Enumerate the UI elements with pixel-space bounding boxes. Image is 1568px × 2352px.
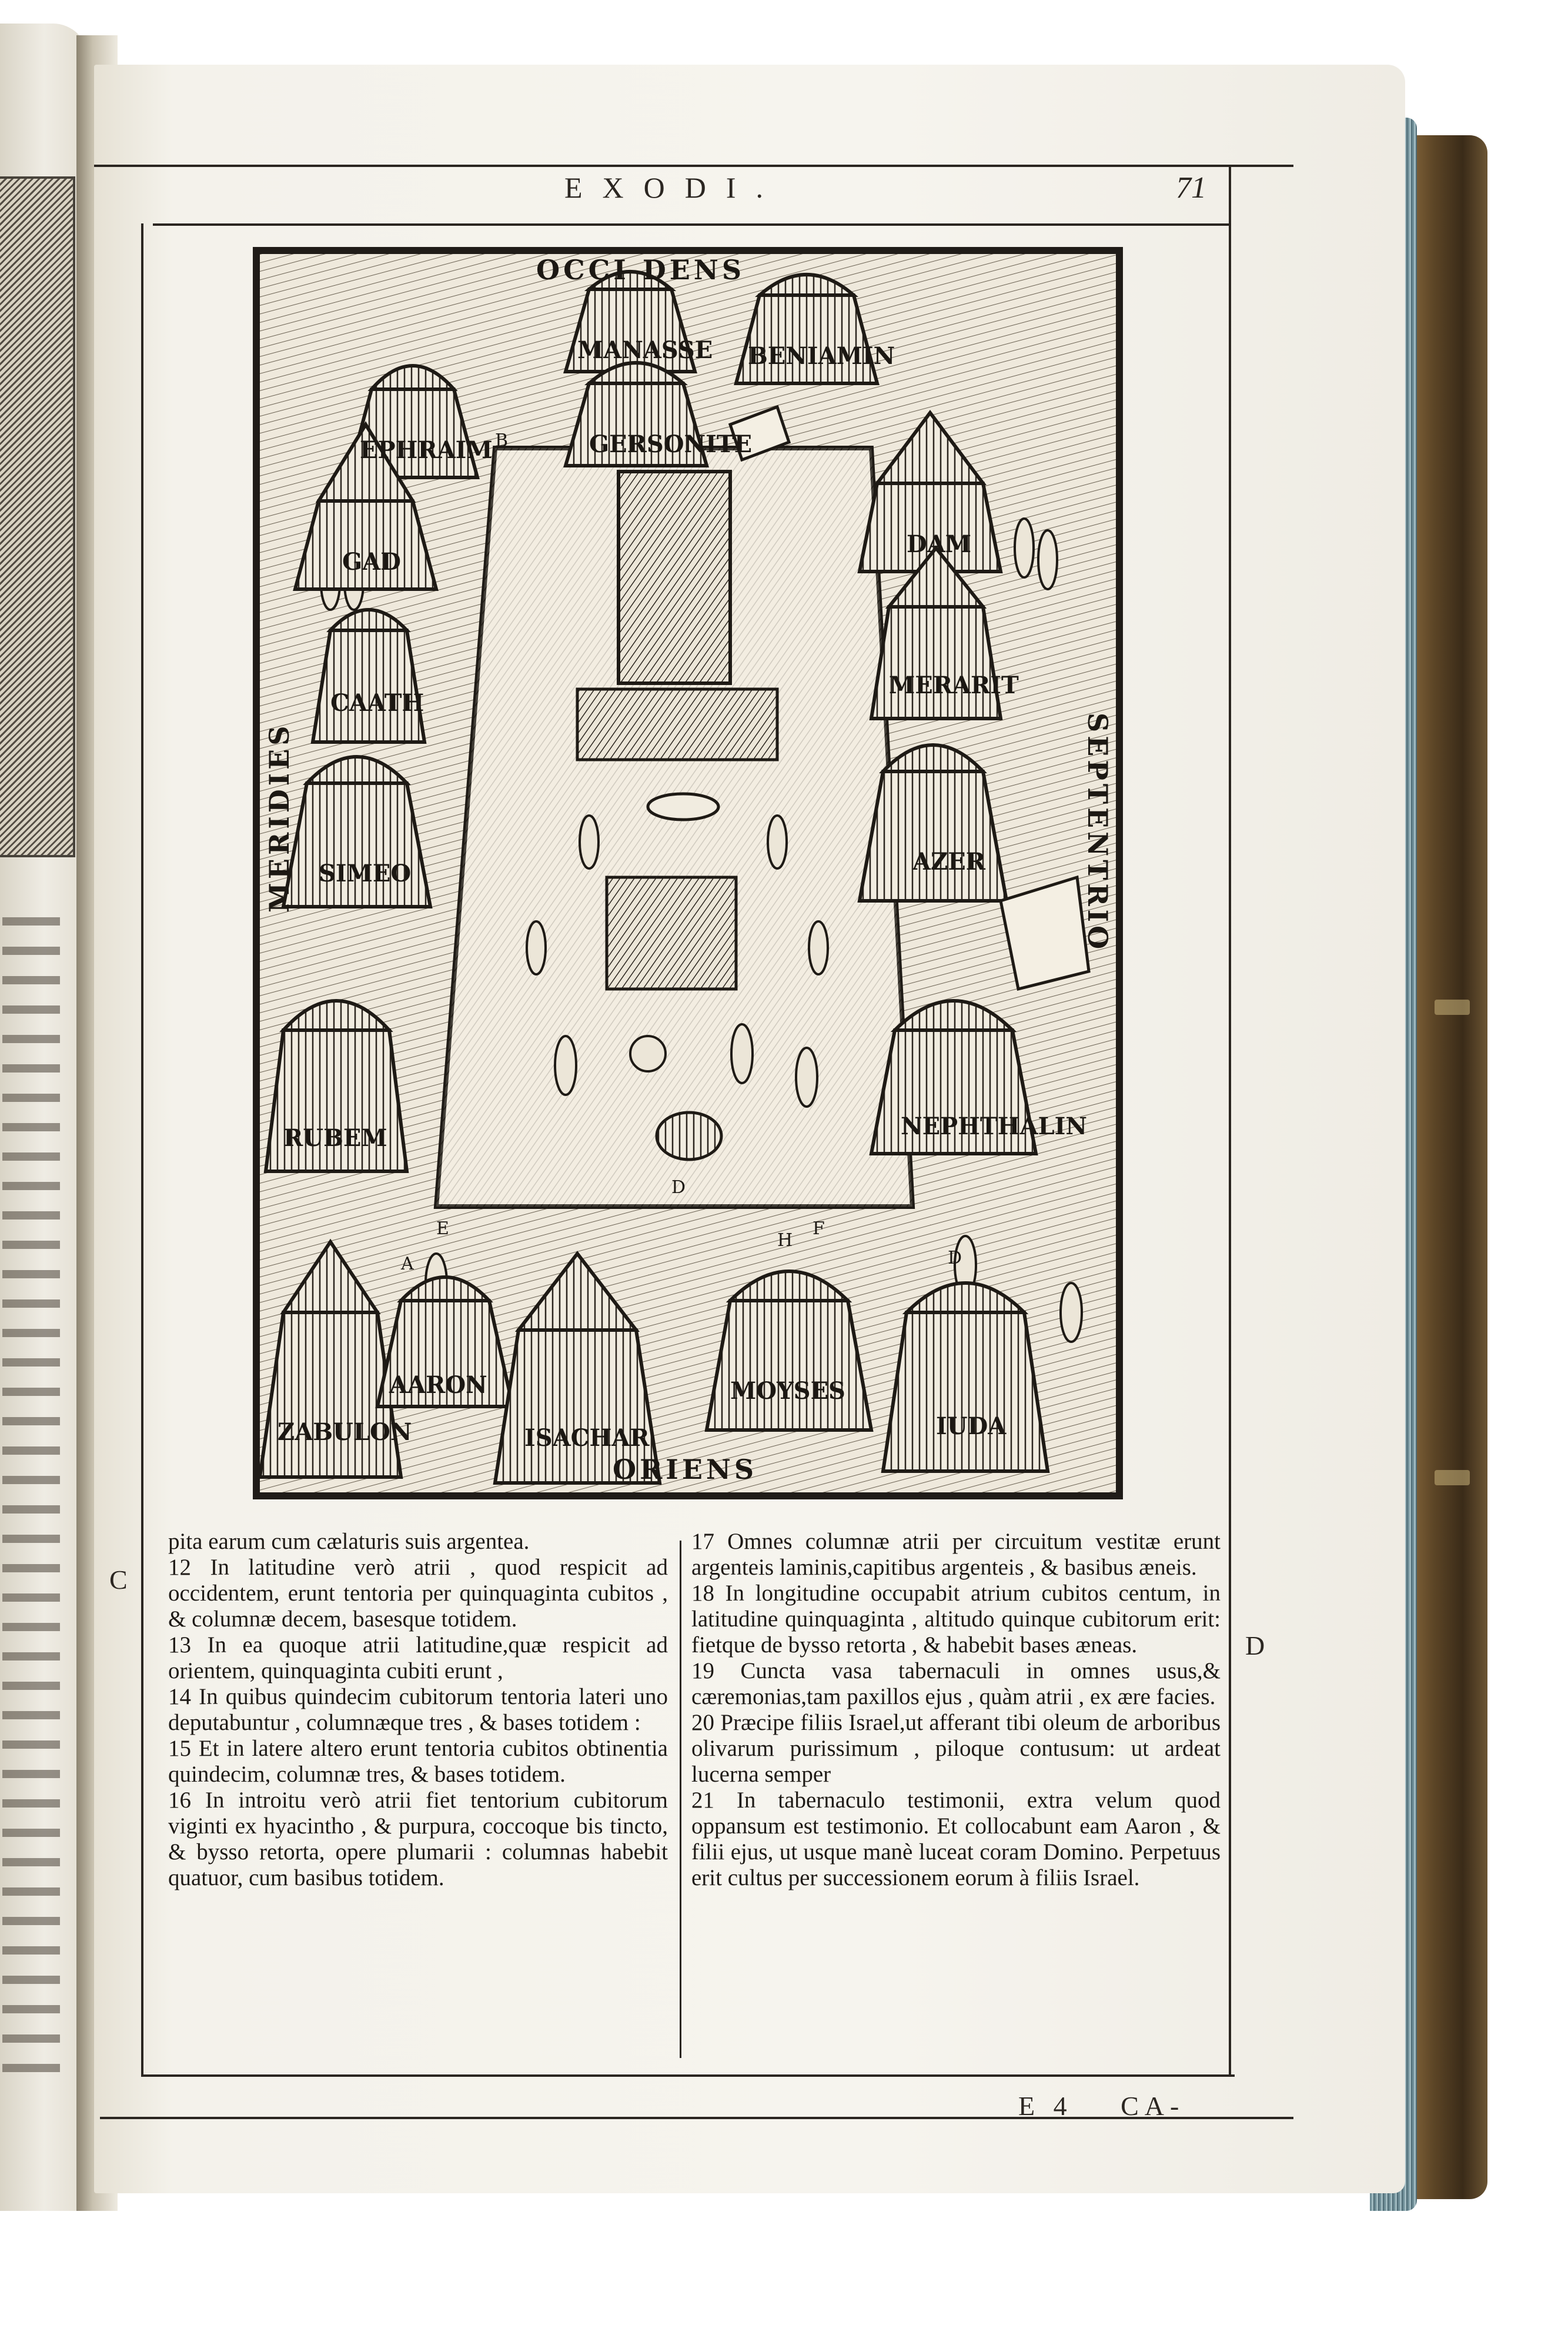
left-page	[0, 24, 88, 2211]
margin-letter-right: D	[1245, 1631, 1265, 1661]
tent-label: SIMEO	[319, 860, 412, 887]
column-divider	[680, 1541, 681, 2058]
plan-letter: D	[948, 1248, 962, 1268]
verse-paragraph: 13 In ea quoque atrii latitudine,quæ respicit ad orientem, quinquaginta cubiti erunt ,	[168, 1632, 668, 1683]
signature-letter: E 4	[1018, 2091, 1073, 2121]
marbled-back-cover	[1405, 135, 1487, 2199]
tent-label: DAM	[907, 530, 971, 558]
tent-label: GERSONITE	[589, 430, 753, 458]
catchword: CA-	[1121, 2091, 1185, 2121]
signature-mark	[1018, 2090, 1185, 2122]
margin-letter-left: C	[109, 1565, 128, 1595]
tabernacle-building	[618, 472, 730, 683]
frame-rule	[153, 223, 1229, 226]
direction-east: ORIENS	[613, 1454, 758, 1485]
verse-paragraph: 21 In tabernaculo testimonii, extra velum quod oppansum est testimonio. Et collocabunt eam Aaron , & filii ejus, ut usque manè luceat coram Domino. Perpetuus erit cultus per successionem eorum à filiis Israel.	[691, 1788, 1221, 1890]
plan-letter: A	[401, 1254, 414, 1274]
tent-label: RUBEM	[283, 1124, 387, 1152]
frame-rule	[141, 223, 143, 2076]
direction-west: OCCI DENS	[536, 254, 745, 286]
frame-rule	[94, 165, 1293, 167]
cover-decoration	[1435, 1470, 1470, 1485]
tent-label: GAD	[342, 548, 401, 576]
left-page-text-fragment	[2, 917, 85, 2093]
plan-letter: B	[495, 430, 509, 451]
verse-paragraph: 17 Omnes columnæ atrii per circuitum vestitæ erunt argenteis laminis,capitibus argenteis , & basibus æneis.	[691, 1529, 1221, 1580]
small-dome	[657, 1112, 721, 1160]
direction-north: SEPTENTRIO	[1082, 713, 1114, 953]
plan-letter: D	[671, 1177, 686, 1198]
tent-label: ZABULON	[278, 1418, 412, 1446]
tent-label: AARON	[389, 1371, 487, 1399]
tent-label: BENIAMIN	[748, 342, 895, 370]
tent-label: MOYSES	[730, 1377, 845, 1405]
verse-paragraph: 14 In quibus quindecim cubitorum tentoria lateri uno deputabuntur , columnæque tres , & bases totidem :	[168, 1684, 668, 1735]
verse-paragraph: 15 Et in latere altero erunt tentoria cubitos obtinentia quindecim, columnæ tres, & bases totidem.	[168, 1736, 668, 1787]
frame-rule	[1229, 165, 1231, 2076]
verse-paragraph: 16 In introitu verò atrii fiet tentorium cubitorum viginti ex hyacintho , & purpura, coccoque bis tincto, & bysso retorta, opere plumarii : columnas habebit quatuor, cum basibus totidem.	[168, 1788, 668, 1890]
plan-letter: H	[777, 1230, 793, 1251]
tent-label: CAATH	[330, 689, 424, 717]
plan-letter: F	[813, 1218, 825, 1239]
tabernacle-camp-woodcut	[253, 247, 1123, 1499]
verse-paragraph: 18 In longitudine occupabit atrium cubitos centum, in latitudine quinquaginta , altitudo quinque cubitorum erit: fietque de bysso retorta , & habebit bases æneas.	[691, 1581, 1221, 1658]
verse-paragraph: 12 In latitudine verò atrii , quod respicit ad occidentem, erunt tentoria per quinquaginta cubitos , & columnæ decem, basesque totidem.	[168, 1555, 668, 1632]
text-column-right	[691, 1529, 1221, 1891]
altar	[607, 877, 736, 989]
tent-label: ISACHAR	[524, 1424, 650, 1452]
verse-paragraph: pita earum cum cælaturis suis argentea.	[168, 1529, 530, 1554]
laver	[648, 794, 718, 820]
tent-label: MANASSE	[577, 336, 713, 364]
frame-rule	[141, 2074, 1235, 2077]
verse-paragraph: 20 Præcipe filiis Israel,ut afferant tibi oleum de arboribus olivarum purissimum , piloque contusum: ut ardeat lucerna semper	[691, 1710, 1221, 1787]
direction-south: MERIDIES	[263, 722, 295, 913]
plan-letter: E	[436, 1218, 449, 1239]
tabernacle-veil	[577, 689, 777, 760]
page-number: 71	[1176, 171, 1206, 205]
tent-label: MERARIT	[889, 671, 1019, 699]
verse-paragraph: 19 Cuncta vasa tabernaculi in omnes usus,& cæremonias,tam paxillos ejus , quàm atrii , ex ære facies.	[691, 1658, 1221, 1709]
tent-label: AZER	[912, 848, 985, 876]
cover-decoration	[1435, 1000, 1470, 1015]
tent-label: IUDA	[936, 1412, 1007, 1440]
running-title: EXODI.	[564, 171, 784, 204]
tent-label: EPHRAIM	[360, 436, 493, 464]
left-page-woodcut-fragment	[0, 176, 75, 857]
text-column-left	[168, 1529, 668, 1891]
tent-label: NEPHTHALIN	[901, 1112, 1087, 1140]
